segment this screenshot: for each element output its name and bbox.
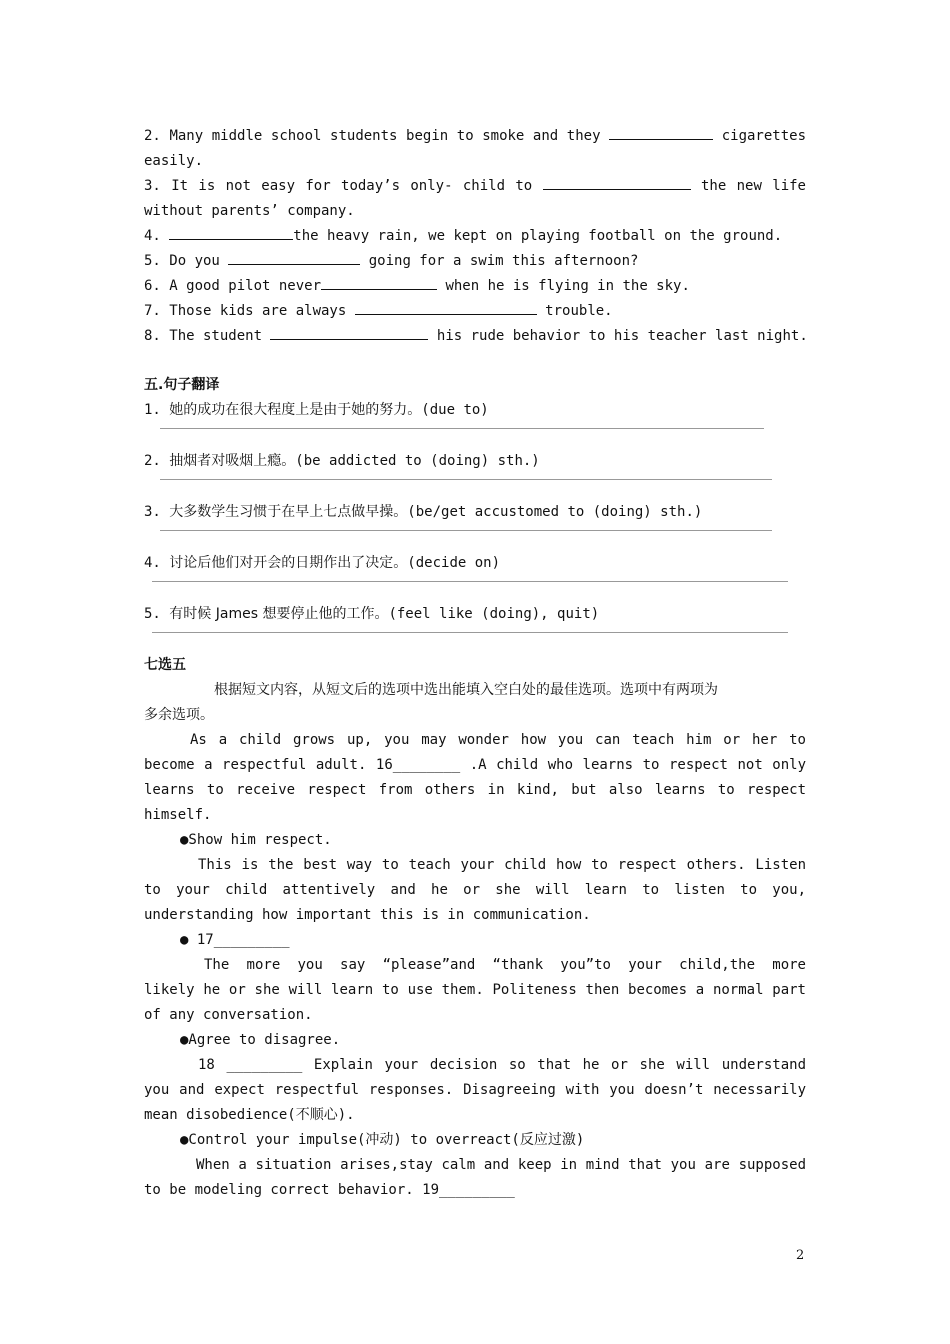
answer-blank[interactable] [543,174,691,190]
question-4-number: 4. [144,228,161,244]
paragraph-1-line-2: become a respectful adult. 16________ .A child who learns to respect not only [144,757,806,773]
paragraph-4-line-2: you and expect respectful responses. Disagreeing with you doesn’t necessarily [144,1082,806,1098]
answer-line[interactable] [160,478,772,480]
question-5 [144,249,806,274]
item-number: 3. [144,504,161,520]
answer-blank[interactable] [228,249,360,265]
translation-item-1 [144,398,806,423]
paragraph-2-line-3: understanding how important this is in communication. [144,907,591,923]
bullet-heading-2: ● 17_________ [180,932,290,948]
answer-blank[interactable] [321,274,437,290]
answer-line[interactable] [152,631,788,633]
item-number: 2. [144,453,161,469]
question-8 [144,324,806,349]
question-3 [144,174,806,199]
question-2-tail: cigarettes [721,128,807,144]
item-number: 5. [144,606,161,622]
chinese-sentence: 讨论后他们对开会的日期作出了决定。 [169,555,408,571]
paragraph-5-line-1: When a situation arises,stay calm and keep in mind that you are supposed [196,1157,806,1173]
question-8-text: 8. The student [144,328,263,344]
question-6 [144,274,806,299]
item-number: 4. [144,555,161,571]
question-5-tail: going for a swim this afternoon? [368,253,639,269]
question-6-text: 6. A good pilot never [144,278,322,294]
hint-phrase: (decide on) [407,555,501,571]
translation-item-5 [144,602,806,627]
section-heading-seven-five: 七选五 [144,657,186,673]
chinese-sentence: 她的成功在很大程度上是由于她的努力。 [169,402,422,418]
item-number: 1. [144,402,161,418]
question-2-continued: easily. [144,153,204,169]
question-3-continued: without parents’ company. [144,203,355,219]
paragraph-2-line-1: This is the best way to teach your child how to respect others. Listen [198,857,806,873]
chinese-sentence: 有时候 James 想要停止他的工作。 [169,606,389,622]
answer-blank[interactable] [169,224,293,240]
chinese-sentence: 大多数学生习惯于在早上七点做早操。 [169,504,408,520]
translation-item-4 [144,551,806,576]
paragraph-2-line-2: to your child attentively and he or she will learn to listen to you, [144,882,806,898]
question-8-tail: his rude behavior to his teacher last night. [436,328,808,344]
question-2 [144,124,806,149]
worksheet-page [144,124,806,1203]
answer-blank[interactable] [355,299,537,315]
question-4-text: the heavy rain, we kept on playing football on the ground. [293,228,783,244]
paragraph-1-line-3: learns to receive respect from others in kind, but also learns to respect [144,782,806,798]
question-7 [144,299,806,324]
section-heading-translation: 五.句子翻译 [144,377,220,393]
question-3-text: 3. It is not easy for today’s only- child to [144,178,533,194]
bullet-heading-3: ●Agree to disagree. [180,1032,341,1048]
answer-blank[interactable] [270,324,428,340]
translation-item-3 [144,500,806,525]
question-4 [144,224,806,249]
answer-line[interactable] [160,529,772,531]
hint-phrase: (due to) [421,402,489,418]
question-7-tail: trouble. [545,303,613,319]
paragraph-1-line-1: As a child grows up, you may wonder how you can teach him or her to [190,732,806,748]
paragraph-1-line-4: himself. [144,807,212,823]
paragraph-3-line-2: likely he or she will learn to use them. Politeness then becomes a normal part [144,982,806,998]
bullet-heading-4: ●Control your impulse(冲动) to overreact(反应过激) [180,1132,585,1148]
question-6-tail: when he is flying in the sky. [445,278,690,294]
instruction-line-2: 多余选项。 [144,707,214,723]
hint-phrase: (be addicted to (doing) sth.) [295,453,540,469]
answer-line[interactable] [152,580,788,582]
hint-phrase: (be/get accustomed to (doing) sth.) [407,504,703,520]
paragraph-4-line-1: 18 _________ Explain your decision so that he or she will understand [198,1057,806,1073]
answer-line[interactable] [160,427,764,429]
translation-item-2 [144,449,806,474]
chinese-sentence: 抽烟者对吸烟上瘾。 [169,453,296,469]
page-number: 2 [796,1248,805,1263]
paragraph-5-line-2: to be modeling correct behavior. 19_________ [144,1182,515,1198]
question-5-text: 5. Do you [144,253,220,269]
paragraph-3-line-3: of any conversation. [144,1007,313,1023]
paragraph-4-line-3: mean disobedience(不顺心). [144,1107,355,1123]
bullet-heading-1: ●Show him respect. [180,832,332,848]
instruction-line-1: 根据短文内容，从短文后的选项中选出能填入空白处的最佳选项。选项中有两项为 [214,682,718,698]
paragraph-3-line-1: The more you say “please”and “thank you”to your child,the more [204,957,806,973]
question-2-text: 2. Many middle school students begin to smoke and they [144,128,601,144]
question-7-text: 7. Those kids are always [144,303,347,319]
spacer [144,349,806,373]
hint-phrase: (feel like (doing), quit) [388,606,600,622]
answer-blank[interactable] [609,124,713,140]
question-3-tail: the new life [700,178,806,194]
